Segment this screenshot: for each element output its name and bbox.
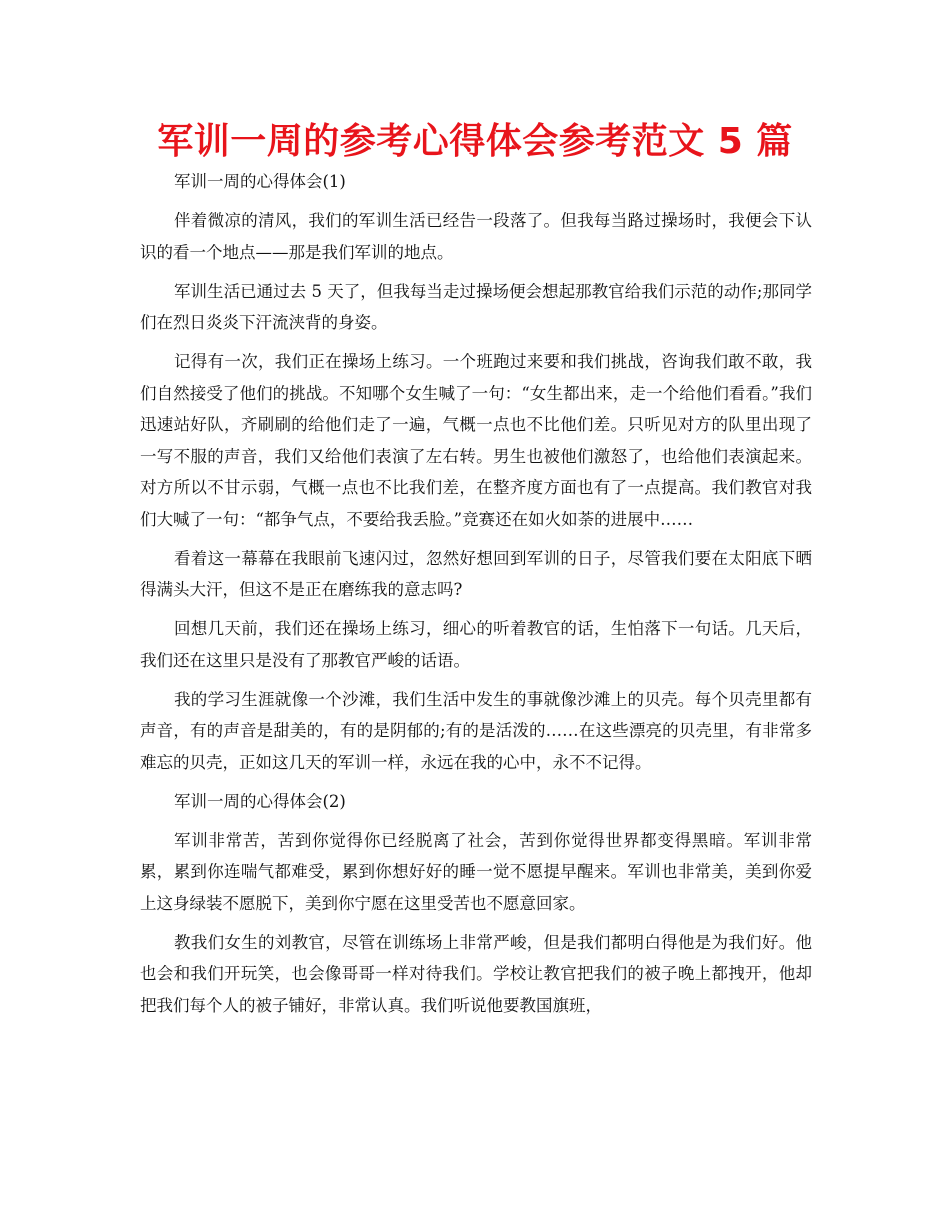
paragraph: 记得有一次，我们正在操场上练习。一个班跑过来要和我们挑战，咨询我们敢不敢，我们自然接受了他们的挑战。不知哪个女生喊了一句：“女生都出来，走一个给他们看看。”我们迅速站好队，齐刷刷的给他们走了一遍，气概一点也不比他们差。只听见对方的队里出现了一写不服的声音，我们又给他们表演了左右转。男生也被他们激怒了，也给他们表演起来。对方所以不甘示弱，气概一点也不比我们差，在整齐度方面也有了一点提高。我们教官对我们大喊了一句：“都争气点，不要给我丢脸。”竞赛还在如火如荼的进展中…… <box>140 352 812 529</box>
paragraph: 军训非常苦，苦到你觉得你已经脱离了社会，苦到你觉得世界都变得黑暗。军训非常累，累到你连喘气都难受，累到你想好好的睡一觉不愿提早醒来。军训也非常美，美到你爱上这身绿装不愿脱下，美到你宁愿在这里受苦也不愿意回家。 <box>140 830 812 913</box>
paragraph: 伴着微凉的清风，我们的军训生活已经告一段落了。但我每当路过操场时，我便会下认识的看一个地点——那是我们军训的地点。 <box>140 211 812 262</box>
section-heading: 军训一周的心得体会(1) <box>174 172 346 191</box>
document-title: 军训一周的参考心得体会参考范文 5 篇 <box>157 121 793 162</box>
paragraph: 军训生活已通过去 5 天了，但我每当走过操场便会想起那教官给我们示范的动作;那同学们在烈日炎炎下汗流浃背的身姿。 <box>140 281 812 332</box>
document-body <box>140 166 812 1029</box>
section-heading: 军训一周的心得体会(2) <box>174 791 346 811</box>
paragraph: 回想几天前，我们还在操场上练习，细心的听着教官的话，生怕落下一句话。几天后，我们还在这里只是没有了那教官严峻的话语。 <box>140 619 812 670</box>
paragraph: 教我们女生的刘教官，尽管在训练场上非常严峻，但是我们都明白得他是为我们好。他也会和我们开玩笑，也会像哥哥一样对待我们。学校让教官把我们的被子晚上都拽开，他却把我们每个人的被子铺好，非常认真。我们听说他要教国旗班， <box>140 932 812 1015</box>
paragraph: 看着这一幕幕在我眼前飞速闪过，忽然好想回到军训的日子，尽管我们要在太阳底下晒得满头大汗，但这不是正在磨练我的意志吗? <box>140 548 812 599</box>
paragraph: 我的学习生涯就像一个沙滩，我们生活中发生的事就像沙滩上的贝壳。每个贝壳里都有声音，有的声音是甜美的，有的是阴郁的;有的是活泼的……在这些漂亮的贝壳里，有非常多难忘的贝壳，正如这几天的军训一样，永远在我的心中，永不不记得。 <box>140 689 812 772</box>
